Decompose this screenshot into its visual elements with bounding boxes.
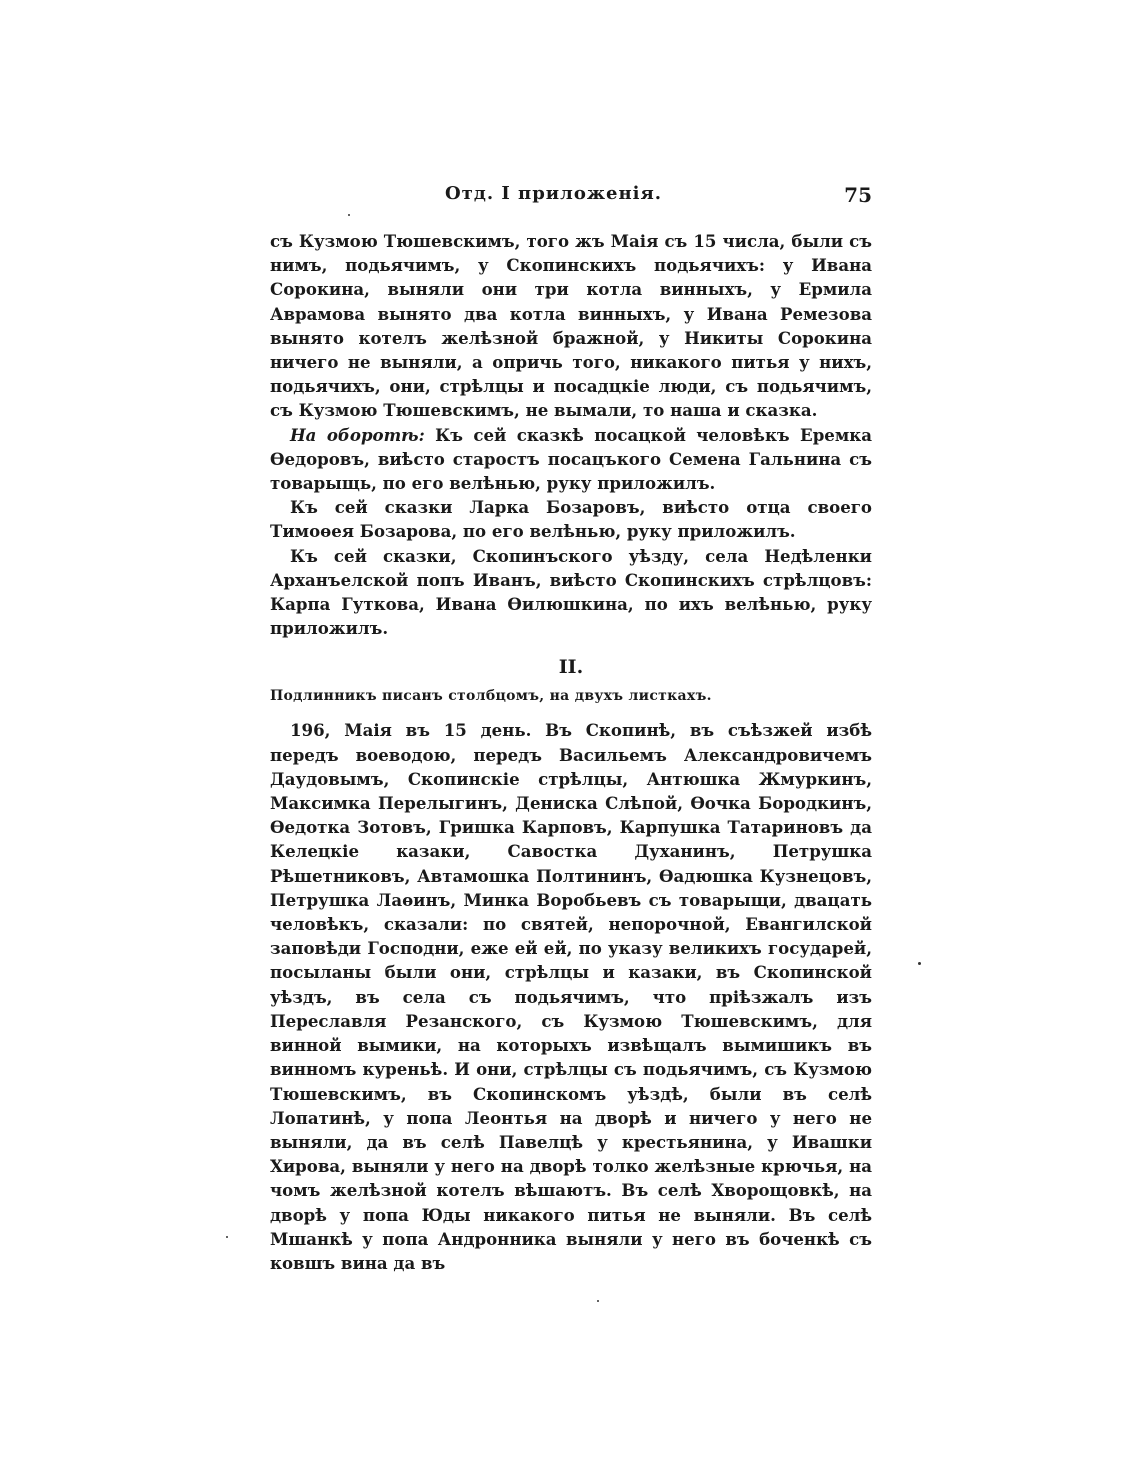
print-speck: [348, 214, 350, 216]
paragraph-reverse-side: [270, 423, 872, 496]
reverse-side-text: Къ сей сказкѣ посацкой человѣкъ Еремка Өедоровъ, виѣсто старостъ посацъкого Семена Гальнина съ товарыщь, по его велѣнью, руку приложилъ.: [270, 424, 873, 494]
page-number: 75: [844, 183, 872, 207]
section-numeral: II.: [558, 656, 584, 679]
running-head: Отд. I приложенія.: [445, 183, 663, 204]
paragraph-document-196: 196, Маія въ 15 день. Въ Скопинѣ, въ съѣзжей избѣ передъ воеводою, передъ Васильемъ Александровичемъ Даудовымъ, Скопинскіе стрѣлцы, Антюшка Жмуркинъ, Максимка Перелыгинъ, Дениска Слѣпой, Өочка Бородкинъ, Өедотка Зотовъ, Гришка Карповъ, Карпушка Татариновъ да Келецкіе казаки, Савостка Духанинъ, Петрушка Рѣшетниковъ, Автамошка Полтининъ, Өадюшка Кузнецовъ, Петрушка Лаөинъ, Минка Воробьевъ съ товарыщи, двацать человѣкъ, сказали: по святей, непорочной, Евангилской заповѣди Господни, еже ей ей, по указу великихъ государей, посыланы были они, стрѣлцы и казаки, въ Скопинской уѣздъ, въ села съ подьячимъ, что пріѣзжалъ изъ Переславля Резанского, съ Кузмою Тюшевскимъ, для винной вымики, на которыхъ извѣщалъ вымишикъ въ винномъ куреньѣ. И они, стрѣлцы съ подьячимъ, съ Кузмою Тюшевскимъ, въ Скопинскомъ уѣздѣ, были въ селѣ Лопатинѣ, у попа Леонтья на дворѣ и ничего у него не выняли, да въ селѣ Павелцѣ у крестьянина, у Ивашки Хирова, выняли у него на дворѣ толко желѣзные крючья, на чомъ желѣзной котелъ вѣшаютъ. Въ селѣ Хворощовкѣ, на дворѣ у попа Юды никакого питья не выняли. Въ селѣ Мшанкѣ у попа Андронника выняли у него въ боченкѣ съ ковшъ вина да въ: [270, 720, 872, 1273]
paragraph-continued: съ Кузмою Тюшевскимъ, того жъ Маія съ 15 числа, были съ нимъ, подьячимъ, у Скопинскихъ подьячихъ: у Ивана Сорокина, выняли они три котла винныхъ, у Ермила Аврамова вынято два котла винныхъ, у Ивана Ремезова вынято котелъ желѣзной бражной, у Никиты Сорокина ничего не выняли, а опричь того, никакого питья у нихъ, подьячихъ, они, стрѣлцы и посадцкіе люди, съ подьячимъ, съ Кузмою Тюшевскимъ, не вымали, то наша и сказка.: [270, 231, 872, 421]
book-page: [270, 183, 872, 1275]
print-speck: [226, 1236, 228, 1238]
source-note: Подлинникъ писанъ столбцомъ, на двухъ листкахъ.: [270, 688, 712, 705]
paragraph-bozarov: Къ сей сказки Ларка Бозаровъ, виѣсто отца своего Тимоөея Бозарова, по его велѣнью, руку приложилъ.: [270, 497, 872, 542]
reverse-side-label: На оборотѣ:: [290, 424, 425, 445]
print-speck: [918, 962, 921, 965]
page-header: [270, 183, 872, 213]
paragraph-priest-ivan: Къ сей сказки, Скопинъского уѣзду, села Недѣленки Арханъелской попъ Иванъ, виѣсто Скопинскихъ стрѣлцовъ: Карпа Гуткова, Ивана Өилюшкина, по ихъ велѣнью, руку приложилъ.: [270, 545, 872, 639]
print-speck: [597, 1300, 599, 1302]
